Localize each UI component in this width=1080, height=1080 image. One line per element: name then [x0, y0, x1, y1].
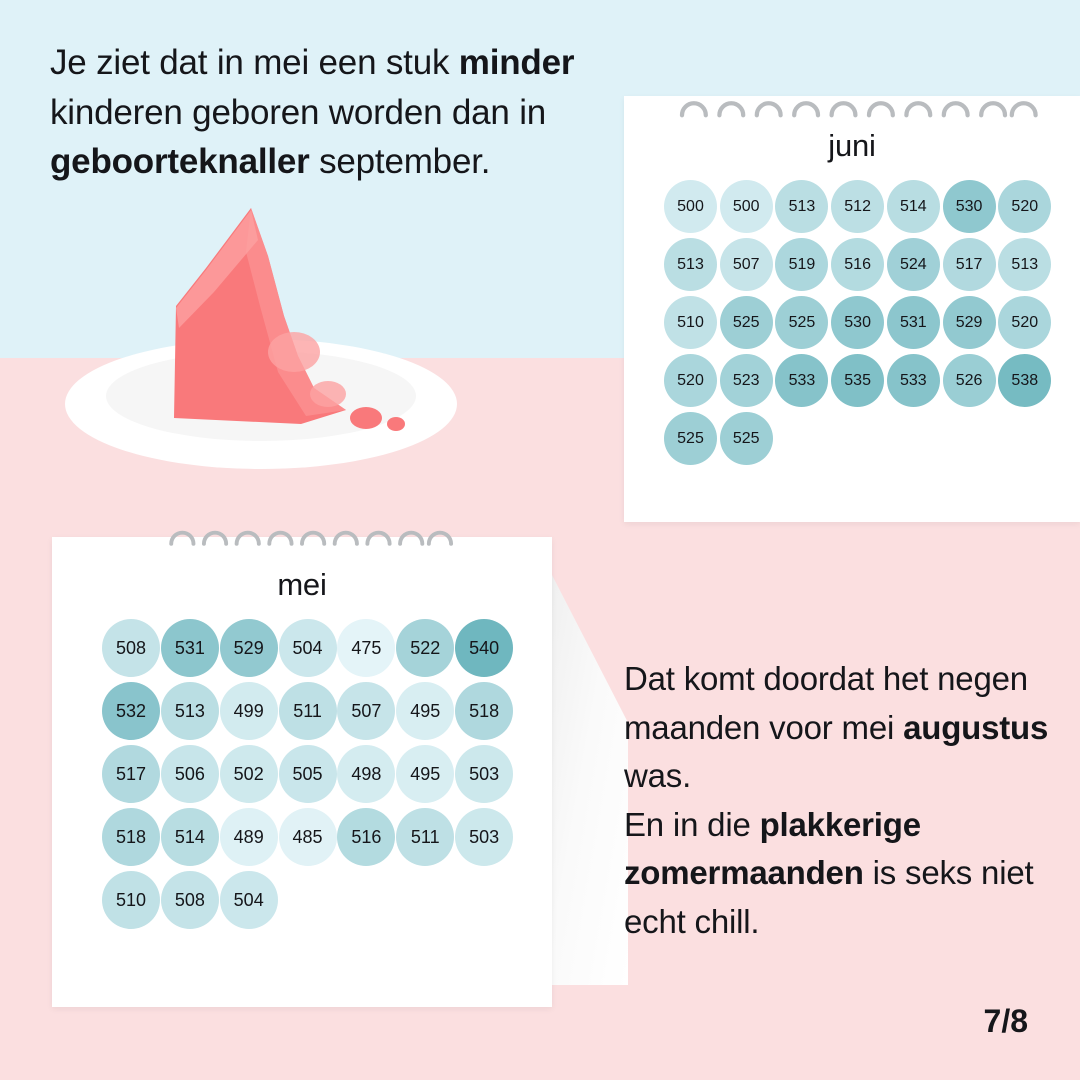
calendar-day-cell: 530: [831, 296, 884, 349]
calendar-day-cell: 499: [220, 682, 278, 740]
calendar-day-cell: 529: [220, 619, 278, 677]
calendar-juni-rings: [624, 88, 1080, 122]
calendar-day-cell: 503: [455, 745, 513, 803]
calendar-day-cell: 507: [337, 682, 395, 740]
calendar-day-cell: 495: [396, 682, 454, 740]
calendar-day-cell: 530: [943, 180, 996, 233]
body-p2-a: En in die: [624, 805, 760, 843]
headline-line3-a: geboorteknaller: [50, 142, 310, 182]
calendar-day-cell: 529: [943, 296, 996, 349]
calendar-day-cell: 538: [998, 354, 1051, 407]
calendar-day-cell: 525: [720, 296, 773, 349]
calendar-day-cell: 514: [161, 808, 219, 866]
calendar-day-cell: 540: [455, 619, 513, 677]
headline-line1-a: Je ziet dat in mei een stuk: [50, 43, 459, 82]
body-p1-b: augustus: [903, 708, 1049, 746]
calendar-day-cell: 500: [720, 180, 773, 233]
calendar-day-cell: 519: [775, 238, 828, 291]
calendar-day-cell: 504: [220, 871, 278, 929]
calendar-day-cell: 513: [664, 238, 717, 291]
headline-line3-b: september.: [309, 142, 491, 182]
calendar-day-cell: 520: [998, 180, 1051, 233]
calendar-day-cell: 518: [102, 808, 160, 866]
calendar-day-cell: 508: [102, 619, 160, 677]
calendar-day-cell: 512: [831, 180, 884, 233]
calendar-day-cell: 523: [720, 354, 773, 407]
body-text: [624, 655, 1054, 946]
calendar-day-cell: 500: [664, 180, 717, 233]
calendar-day-cell: 518: [455, 682, 513, 740]
calendar-day-cell: 498: [337, 745, 395, 803]
calendar-day-cell: 489: [220, 808, 278, 866]
calendar-day-cell: 520: [664, 354, 717, 407]
calendar-day-cell: 504: [279, 619, 337, 677]
headline-line2: kinderen geboren worden dan in: [50, 92, 547, 132]
calendar-day-cell: 517: [943, 238, 996, 291]
calendar-juni-grid: [664, 180, 1054, 470]
calendar-day-cell: 516: [831, 238, 884, 291]
calendar-day-cell: 502: [220, 745, 278, 803]
calendar-day-cell: 514: [887, 180, 940, 233]
calendar-day-cell: 506: [161, 745, 219, 803]
calendar-day-cell: 522: [396, 619, 454, 677]
calendar-day-cell: 525: [720, 412, 773, 465]
body-p2-b: plakkerige zomermaanden: [624, 805, 921, 891]
calendar-mei: [52, 515, 582, 995]
calendar-day-cell: 475: [337, 619, 395, 677]
calendar-mei-grid: [102, 619, 514, 934]
calendar-day-cell: 525: [664, 412, 717, 465]
calendar-day-cell: 503: [455, 808, 513, 866]
calendar-juni-title: juni: [828, 128, 876, 163]
calendar-day-cell: 524: [887, 238, 940, 291]
calendar-day-cell: 531: [161, 619, 219, 677]
calendar-day-cell: 495: [396, 745, 454, 803]
calendar-day-cell: 533: [775, 354, 828, 407]
calendar-day-cell: 520: [998, 296, 1051, 349]
calendar-day-cell: 532: [102, 682, 160, 740]
body-p1-a: Dat komt doordat het negen maanden voor mei: [624, 660, 1028, 746]
calendar-juni: [624, 88, 1080, 522]
headline-line1-b: minder: [458, 43, 575, 82]
calendar-day-cell: 507: [720, 238, 773, 291]
calendar-day-cell: 513: [775, 180, 828, 233]
calendar-mei-title: mei: [277, 567, 327, 602]
calendar-day-cell: 485: [279, 808, 337, 866]
body-p2-c: is seks niet echt chill.: [624, 854, 1034, 940]
calendar-day-cell: 508: [161, 871, 219, 929]
calendar-day-cell: 513: [161, 682, 219, 740]
calendar-day-cell: 526: [943, 354, 996, 407]
page-counter: 7/8: [983, 1003, 1028, 1039]
calendar-day-cell: 525: [775, 296, 828, 349]
calendar-day-cell: 533: [887, 354, 940, 407]
calendar-day-cell: 517: [102, 745, 160, 803]
calendar-day-cell: 511: [396, 808, 454, 866]
cake-slice-illustration: [46, 196, 486, 486]
calendar-day-cell: 510: [102, 871, 160, 929]
headline: [50, 38, 650, 187]
calendar-day-cell: 510: [664, 296, 717, 349]
calendar-mei-rings: [52, 515, 552, 549]
calendar-day-cell: 505: [279, 745, 337, 803]
calendar-day-cell: 511: [279, 682, 337, 740]
calendar-day-cell: 531: [887, 296, 940, 349]
calendar-day-cell: 535: [831, 354, 884, 407]
calendar-day-cell: 516: [337, 808, 395, 866]
calendar-day-cell: 513: [998, 238, 1051, 291]
body-p1-c: was.: [624, 757, 692, 794]
